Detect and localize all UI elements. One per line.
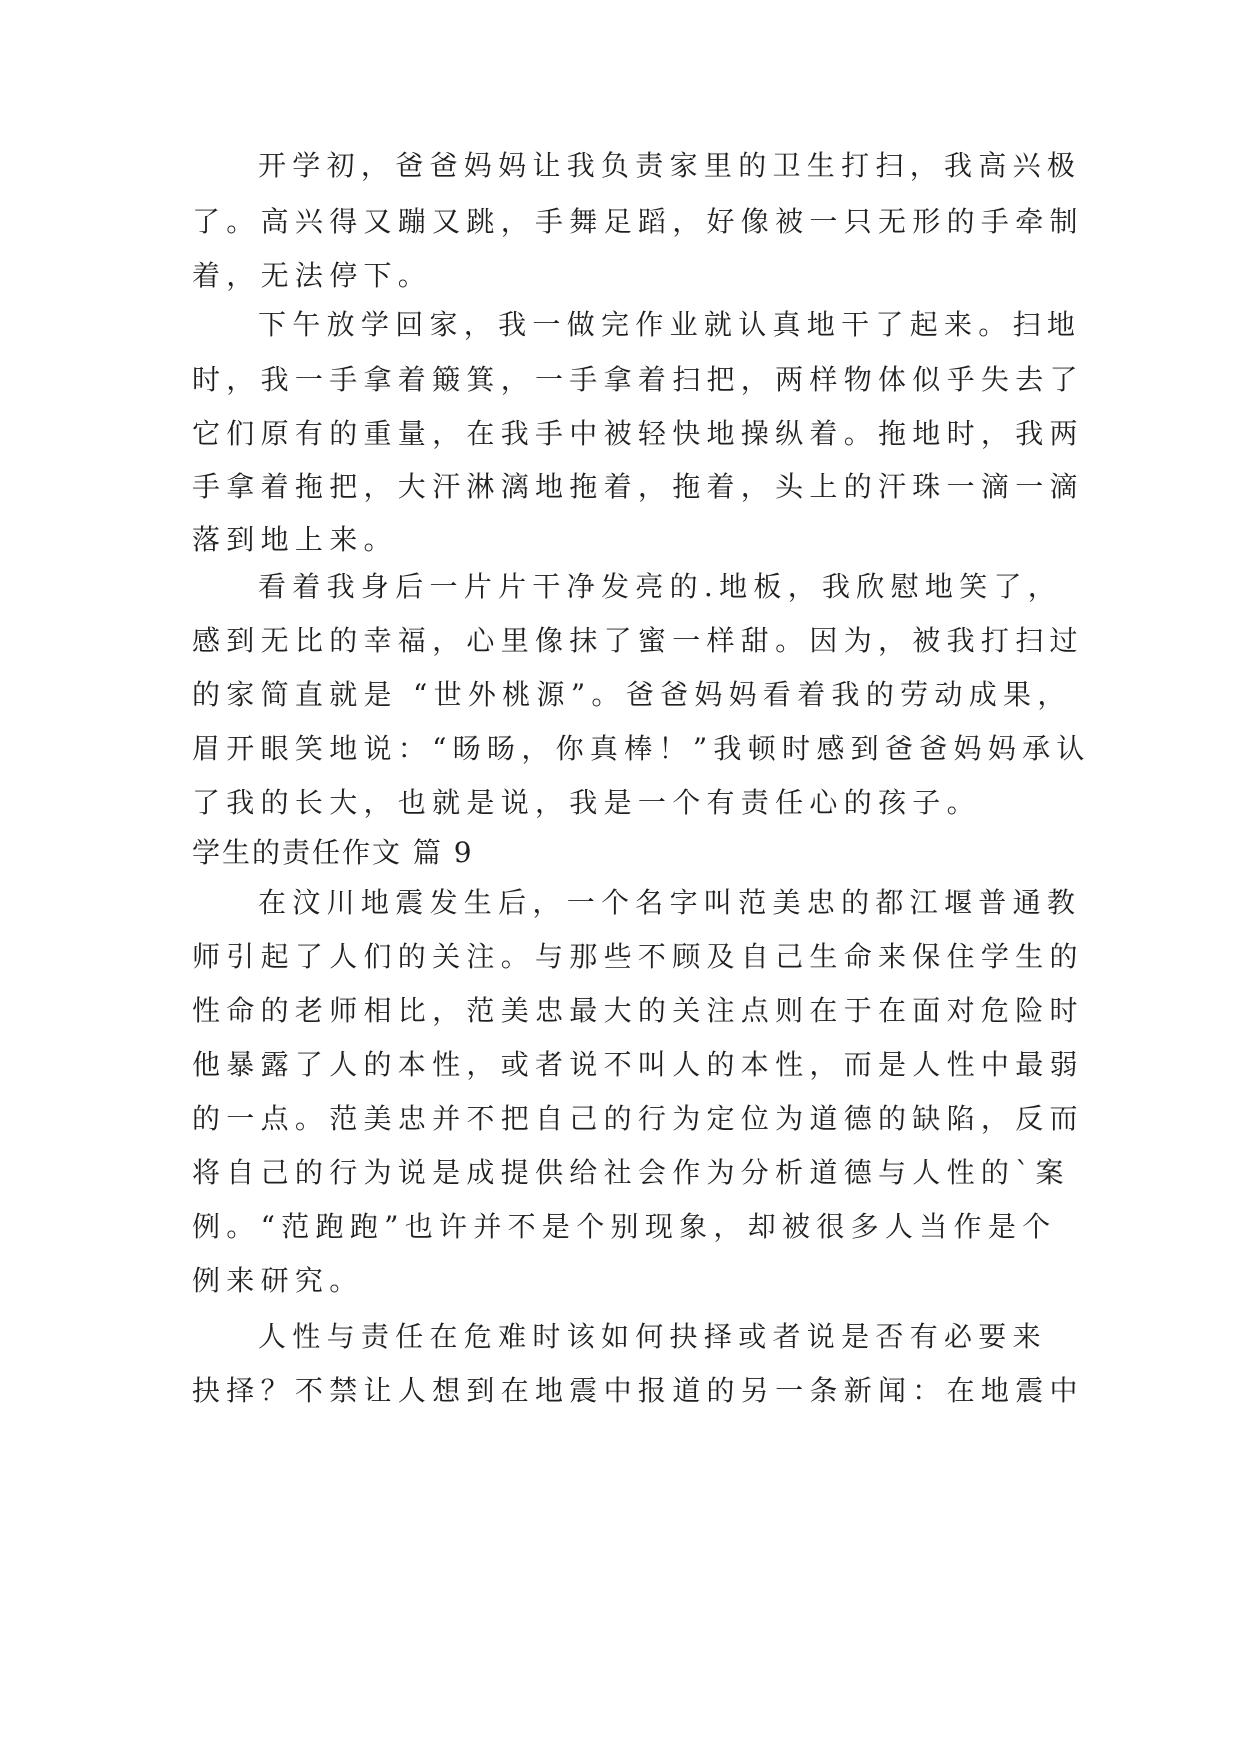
paragraph-line: 感到无比的幸福，心里像抹了蜜一样甜。因为，被我打扫过: [192, 624, 1084, 657]
section-heading: 学生的责任作文 篇 9: [192, 836, 474, 869]
paragraph-line: 例来研究。: [192, 1264, 364, 1297]
paragraph-line: 了我的长大，也就是说，我是一个有责任心的孩子。: [192, 786, 981, 819]
paragraph-line: 看着我身后一片片干净发亮的.地板，我欣慰地笑了，: [258, 570, 1063, 603]
paragraph-line: 性命的老师相比，范美忠最大的关注点则在于在面对危险时: [192, 994, 1084, 1027]
paragraph-line: 的一点。范美忠并不把自己的行为定位为道德的缺陷，反而: [192, 1102, 1084, 1135]
paragraph-line: 他暴露了人的本性，或者说不叫人的本性，而是人性中最弱: [192, 1048, 1084, 1081]
paragraph-line: 在汶川地震发生后，一个名字叫范美忠的都江堰普通教: [258, 886, 1082, 919]
paragraph-line: 了。高兴得又蹦又跳，手舞足蹈，好像被一只无形的手牵制: [192, 205, 1084, 238]
paragraph-line: 手拿着拖把，大汗淋漓地拖着，拖着，头上的汗珠一滴一滴: [192, 470, 1084, 503]
paragraph-line: 人性与责任在危难时该如何抉择或者说是否有必要来: [258, 1320, 1047, 1353]
paragraph-line: 抉择？不禁让人想到在地震中报道的另一条新闻：在地震中: [192, 1374, 1084, 1407]
paragraph-line: 例。“范跑跑”也许并不是个别现象，却被很多人当作是个: [192, 1210, 1057, 1243]
paragraph-line: 着，无法停下。: [192, 259, 433, 292]
paragraph-line: 眉开眼笑地说：“旸旸，你真棒！”我顿时感到爸爸妈妈承认: [192, 732, 1091, 765]
paragraph-line: 的家简直就是 “世外桃源”。爸爸妈妈看着我的劳动成果，: [192, 678, 1072, 711]
paragraph-line: 它们原有的重量，在我手中被轻快地操纵着。拖地时，我两: [192, 417, 1084, 450]
paragraph-line: 时，我一手拿着簸箕，一手拿着扫把，两样物体似乎失去了: [192, 363, 1084, 396]
paragraph-line: 师引起了人们的关注。与那些不顾及自己生命来保住学生的: [192, 940, 1084, 973]
paragraph-line: 落到地上来。: [192, 523, 398, 556]
paragraph-line: 下午放学回家，我一做完作业就认真地干了起来。扫地: [258, 308, 1082, 341]
paragraph-line: 开学初，爸爸妈妈让我负责家里的卫生打扫，我高兴极: [258, 149, 1082, 182]
paragraph-line: 将自己的行为说是成提供给社会作为分析道德与人性的`案: [192, 1156, 1070, 1189]
